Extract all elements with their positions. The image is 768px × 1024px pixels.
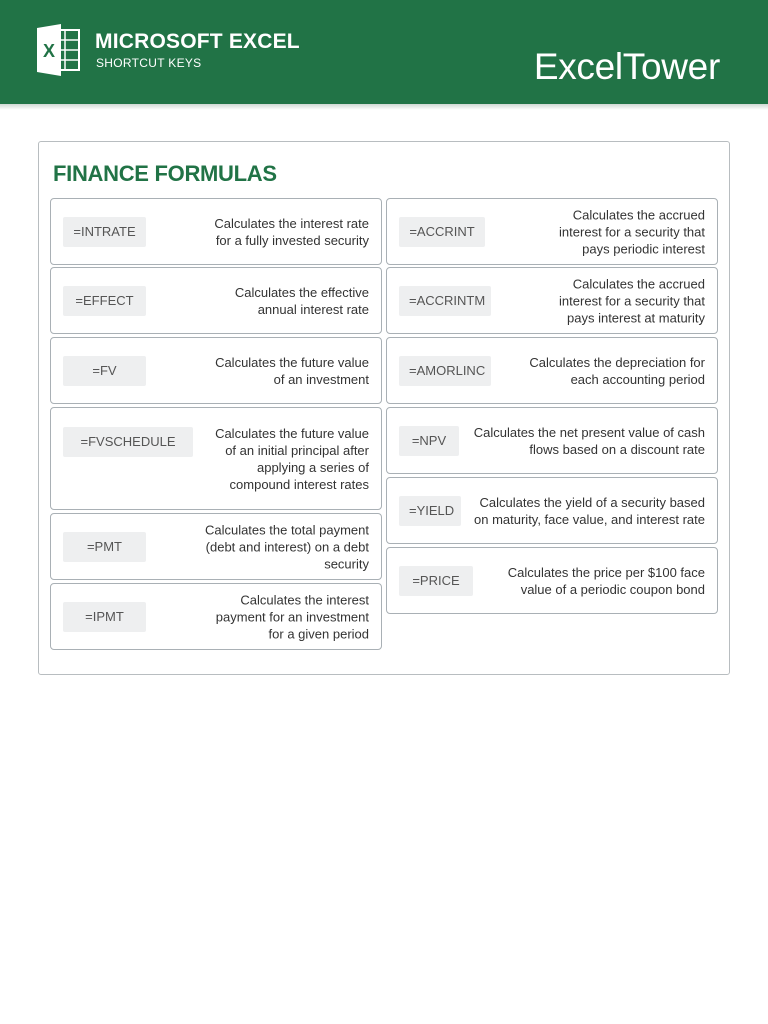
formula-card-ipmt — [50, 583, 382, 650]
formula-description: Calculates the interest payment for an investment for a given period — [215, 592, 369, 641]
formula-code: =NPV — [399, 426, 459, 456]
formula-card-accrint — [386, 198, 718, 265]
formula-description: Calculates the depreciation for each accounting period — [529, 354, 705, 387]
formula-code: =PMT — [63, 532, 146, 562]
formula-description: Calculates the future value of an initial principal after applying a series of compound interest rates — [215, 425, 369, 492]
formula-code: =PRICE — [399, 566, 473, 596]
logo-letter: X — [42, 41, 56, 61]
formula-description: Calculates the future value of an investment — [215, 354, 369, 387]
formula-card-pmt — [50, 513, 382, 580]
formula-description: Calculates the accrued interest for a security that pays periodic interest — [559, 207, 705, 256]
formula-description: Calculates the interest rate for a fully invested security — [214, 215, 369, 248]
formula-card-price — [386, 547, 718, 614]
formula-description: Calculates the yield of a security based on maturity, face value, and interest rate — [474, 494, 705, 527]
section-title: FINANCE FORMULAS — [53, 161, 277, 186]
formula-card-amorlinc — [386, 337, 718, 404]
formula-card-intrate — [50, 198, 382, 265]
brand-subtitle: SHORTCUT KEYS — [96, 56, 202, 70]
formula-code: =FVSCHEDULE — [63, 427, 193, 457]
site-name[interactable]: ExcelTower — [533, 46, 720, 87]
formula-code: =YIELD — [399, 496, 461, 526]
formula-card-effect — [50, 267, 382, 334]
formula-card-fv — [50, 337, 382, 404]
formula-card-accrintm — [386, 267, 718, 334]
formula-card-npv — [386, 407, 718, 474]
formula-description: Calculates the price per $100 face value of a periodic coupon bond — [507, 564, 705, 597]
brand-title: MICROSOFT EXCEL — [95, 30, 300, 53]
header-bar — [0, 0, 768, 104]
formula-code: =FV — [63, 356, 146, 386]
formula-code: =IPMT — [63, 602, 146, 632]
formula-card-fvschedule — [50, 407, 382, 510]
formula-code: =EFFECT — [63, 286, 146, 316]
formula-description: Calculates the effective annual interest rate — [234, 284, 369, 317]
formula-card-yield — [386, 477, 718, 544]
formula-code: =INTRATE — [63, 217, 146, 247]
formula-code: =ACCRINTM — [399, 286, 491, 316]
formula-description: Calculates the net present value of cash flows based on a discount rate — [473, 424, 705, 457]
header-shadow — [0, 104, 768, 110]
formula-description: Calculates the total payment (debt and interest) on a debt security — [204, 522, 369, 571]
formula-description: Calculates the accrued interest for a security that pays interest at maturity — [559, 276, 705, 325]
formula-code: =ACCRINT — [399, 217, 485, 247]
excel-logo-icon — [37, 24, 81, 76]
formula-code: =AMORLINC — [399, 356, 491, 386]
